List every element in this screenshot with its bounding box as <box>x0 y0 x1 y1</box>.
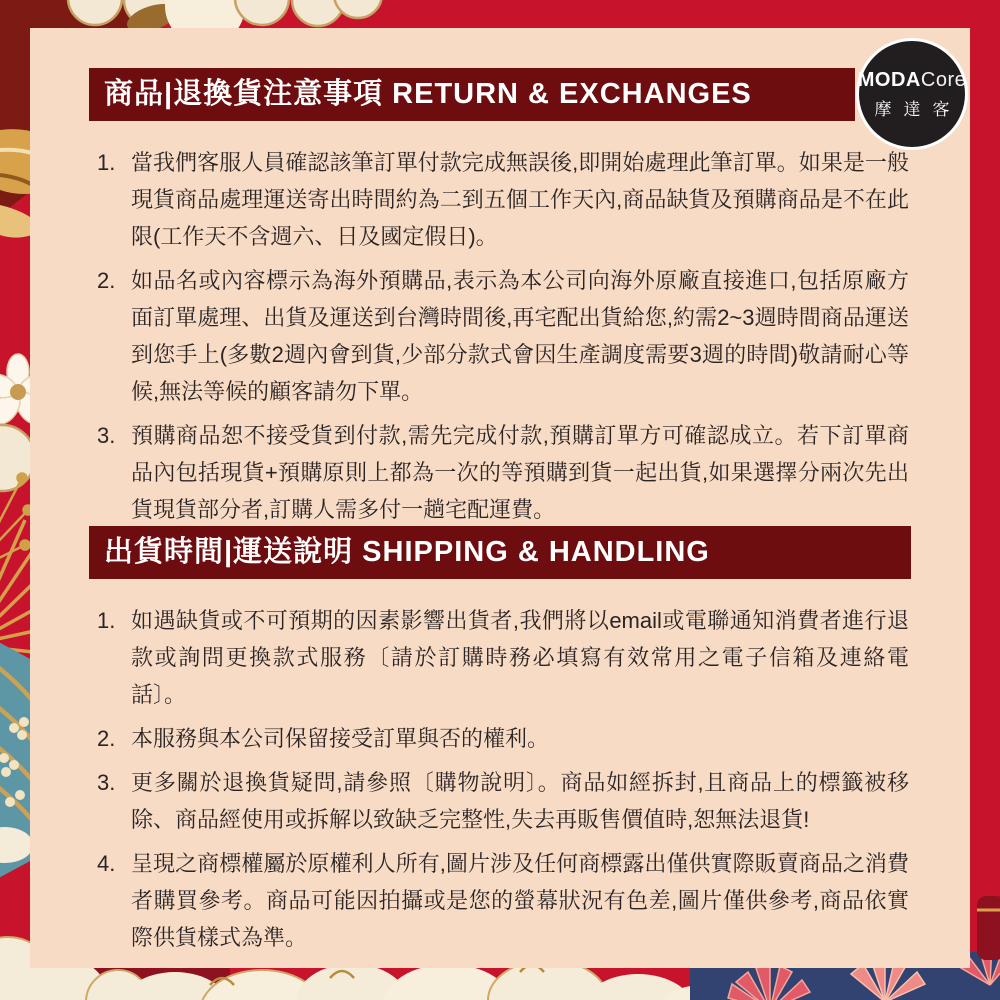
brand-name <box>858 69 966 92</box>
list-item <box>97 144 909 255</box>
list-item-number: 1. <box>97 608 116 633</box>
list-item-text: 如遇缺貨或不可預期的因素影響出貨者,我們將以email或電聯通知消費者進行退款或詢問更換款式服務〔請於訂購時務必填寫有效常用之電子信箱及連絡電話〕。 <box>131 608 909 707</box>
list-item <box>97 845 909 956</box>
list-item <box>97 262 909 410</box>
list-item-text: 本服務與本公司保留接受訂單與否的權利。 <box>131 726 550 751</box>
section-shipping-title: 出貨時間|運送說明 SHIPPING & HANDLING <box>89 526 911 579</box>
list-item-text: 如品名或內容標示為海外預購品,表示為本公司向海外原廠直接進口,包括原廠方面訂單處理、出貨及運送到台灣時間後,再宅配出貨給您,約需2~3週時間商品運送到您手上(多數2週內會到貨,少部分款式會因生產調度需要3週的時間)敬請耐心等候,無法等候的顧客請勿下單。 <box>131 268 909 404</box>
list-item <box>97 764 909 838</box>
section-shipping <box>89 526 941 963</box>
modacore-logo <box>856 38 968 150</box>
list-item-number: 1. <box>97 150 116 175</box>
list-item-text: 預購商品恕不接受貨到付款,需先完成付款,預購訂單方可確認成立。若下訂單商品內包括現貨+預購原則上都為一次的等預購到貨一起出貨,如果選擇分兩次先出貨現貨部分者,訂購人需多付一趟宅配運費。 <box>131 423 909 522</box>
lantern-icon <box>977 896 1000 960</box>
section-returns-list <box>89 144 909 528</box>
brand-name-bold: MODA <box>857 68 921 91</box>
list-item-number: 3. <box>97 423 116 448</box>
list-item-text: 呈現之商標權屬於原權利人所有,圖片涉及任何商標露出僅供實際販賣商品之消費者購買參考。商品可能因拍攝或是您的螢幕狀況有色差,圖片僅供參考,商品依實際供貨樣式為準。 <box>131 851 909 950</box>
section-returns-title: 商品|退換貨注意事項 RETURN & EXCHANGES <box>89 68 855 121</box>
brand-name-cjk: 摩達客 <box>874 99 962 119</box>
list-item <box>97 720 909 757</box>
list-item <box>97 417 909 528</box>
list-item-number: 2. <box>97 268 116 293</box>
teal-panel <box>0 640 33 880</box>
section-returns <box>89 68 941 535</box>
list-item-text: 更多關於退換貨疑問,請參照〔購物說明〕。商品如經拆封,且商品上的標籤被移除、商品經使用或拆解以致缺乏完整性,失去再販售價值時,恕無法退貨! <box>131 770 909 832</box>
policy-card <box>30 28 970 968</box>
list-item <box>97 602 909 713</box>
list-item-number: 4. <box>97 851 116 876</box>
section-shipping-list <box>89 602 909 956</box>
list-item-number: 2. <box>97 726 116 751</box>
brand-name-light: Core <box>920 68 967 91</box>
list-item-text: 當我們客服人員確認該筆訂單付款完成無誤後,即開始處理此筆訂單。如果是一般現貨商品處理運送寄出時間約為二到五個工作天內,商品缺貨及預購商品是不在此限(工作天不含週六、日及國定假日)。 <box>131 150 909 249</box>
list-item-number: 3. <box>97 770 116 795</box>
